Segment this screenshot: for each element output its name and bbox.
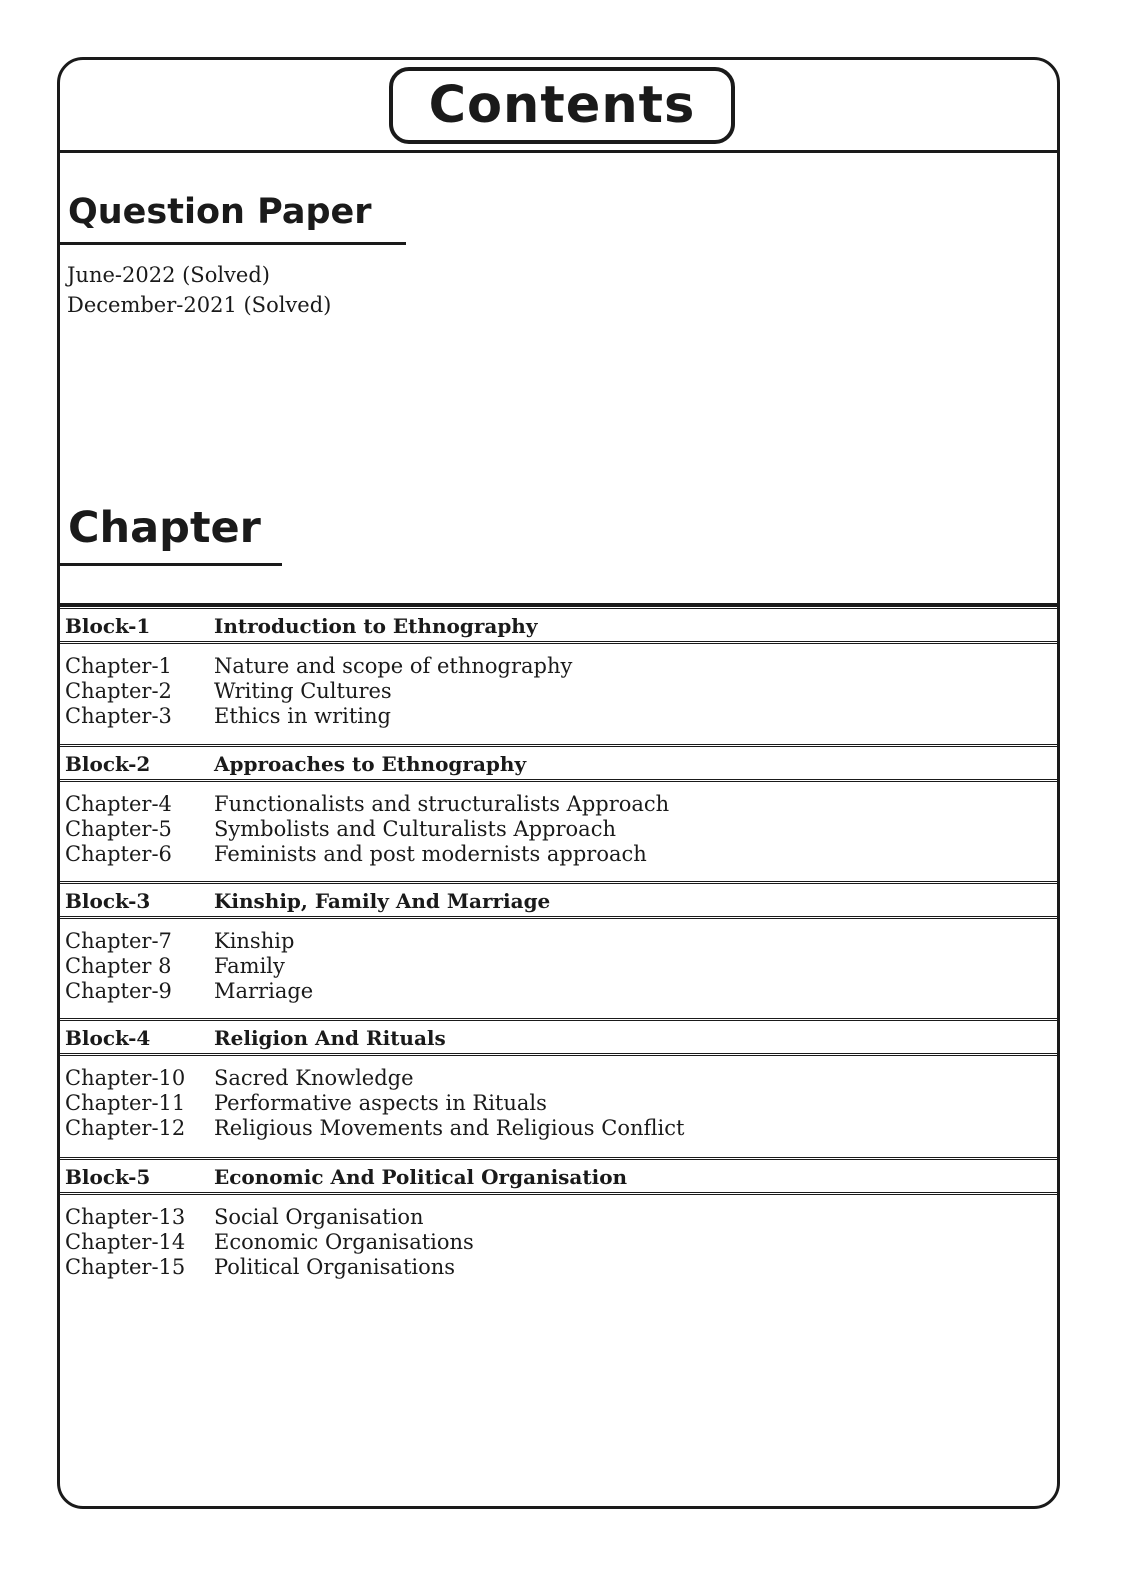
chapter-row[interactable] <box>60 1066 1057 1091</box>
chapter-row[interactable] <box>60 679 1057 704</box>
chapter-row[interactable] <box>60 704 1057 729</box>
question-paper-item[interactable]: December-2021 (Solved) <box>67 293 332 317</box>
page-title: Contents <box>428 76 696 135</box>
chapter-number: Chapter-12 <box>65 1116 186 1140</box>
contents-title-box <box>389 67 735 144</box>
chapter-number: Chapter-7 <box>65 929 172 953</box>
chapter-title: Feminists and post modernists approach <box>214 842 647 866</box>
chapter-title: Sacred Knowledge <box>214 1066 414 1090</box>
chapter-row[interactable] <box>60 842 1057 867</box>
chapter-row[interactable] <box>60 1116 1057 1141</box>
chapter-list <box>60 1195 1057 1280</box>
block-header <box>60 881 1057 919</box>
block-header <box>60 744 1057 782</box>
chapter-list <box>60 644 1057 729</box>
chapter-number: Chapter-5 <box>65 817 172 841</box>
chapter-title: Social Organisation <box>214 1205 424 1229</box>
chapter-title: Economic Organisations <box>214 1230 474 1254</box>
chapter-title: Marriage <box>214 979 314 1003</box>
chapter-title: Symbolists and Culturalists Approach <box>214 817 616 841</box>
block-label: Block-4 <box>65 1026 151 1050</box>
question-paper-list <box>67 260 331 320</box>
block-header <box>60 606 1057 644</box>
chapter-title: Kinship <box>214 929 295 953</box>
chapter-number: Chapter-2 <box>65 679 172 703</box>
chapter-list <box>60 782 1057 867</box>
chapter-number: Chapter-11 <box>65 1091 186 1115</box>
question-paper-item[interactable]: June-2022 (Solved) <box>67 263 270 287</box>
block-header <box>60 1157 1057 1195</box>
block-label: Block-3 <box>65 889 151 913</box>
block-title: Religion And Rituals <box>214 1026 446 1050</box>
chapter-list <box>60 919 1057 1004</box>
title-divider <box>60 150 1057 153</box>
question-paper-underline <box>60 242 406 245</box>
chapter-underline <box>60 563 282 566</box>
chapter-number: Chapter-6 <box>65 842 172 866</box>
chapter-row[interactable] <box>60 1091 1057 1116</box>
chapter-title: Functionalists and structuralists Approach <box>214 792 670 816</box>
chapter-row[interactable] <box>60 654 1057 679</box>
chapter-heading: Chapter <box>68 503 261 553</box>
block-title: Economic And Political Organisation <box>214 1165 628 1189</box>
chapter-number: Chapter-15 <box>65 1255 186 1279</box>
question-paper-heading: Question Paper <box>68 192 372 232</box>
block-5 <box>60 1157 1057 1280</box>
chapter-title: Nature and scope of ethnography <box>214 654 573 678</box>
block-3 <box>60 881 1057 1004</box>
chapter-row[interactable] <box>60 817 1057 842</box>
block-4 <box>60 1018 1057 1141</box>
block-label: Block-2 <box>65 752 151 776</box>
block-title: Introduction to Ethnography <box>214 614 538 638</box>
chapter-title: Religious Movements and Religious Conflict <box>214 1116 685 1140</box>
block-title: Kinship, Family And Marriage <box>214 889 551 913</box>
chapter-number: Chapter-13 <box>65 1205 186 1229</box>
block-2 <box>60 744 1057 867</box>
block-label: Block-1 <box>65 614 151 638</box>
chapter-title: Political Organisations <box>214 1255 456 1279</box>
chapter-row[interactable] <box>60 792 1057 817</box>
chapter-row[interactable] <box>60 929 1057 954</box>
chapter-row[interactable] <box>60 954 1057 979</box>
chapter-number: Chapter-14 <box>65 1230 186 1254</box>
chapter-number: Chapter-3 <box>65 704 172 728</box>
chapter-row[interactable] <box>60 979 1057 1004</box>
block-header <box>60 1018 1057 1056</box>
chapter-number: Chapter 8 <box>65 954 172 978</box>
chapter-title: Ethics in writing <box>214 704 391 728</box>
chapter-number: Chapter-1 <box>65 654 172 678</box>
chapter-row[interactable] <box>60 1230 1057 1255</box>
chapter-number: Chapter-10 <box>65 1066 186 1090</box>
chapter-number: Chapter-4 <box>65 792 172 816</box>
chapter-row[interactable] <box>60 1205 1057 1230</box>
chapter-row[interactable] <box>60 1255 1057 1280</box>
chapter-title: Performative aspects in Rituals <box>214 1091 547 1115</box>
block-1 <box>60 606 1057 729</box>
chapter-number: Chapter-9 <box>65 979 172 1003</box>
chapter-title: Family <box>214 954 285 978</box>
chapter-list <box>60 1056 1057 1141</box>
block-label: Block-5 <box>65 1165 151 1189</box>
block-title: Approaches to Ethnography <box>214 752 527 776</box>
chapter-title: Writing Cultures <box>214 679 392 703</box>
